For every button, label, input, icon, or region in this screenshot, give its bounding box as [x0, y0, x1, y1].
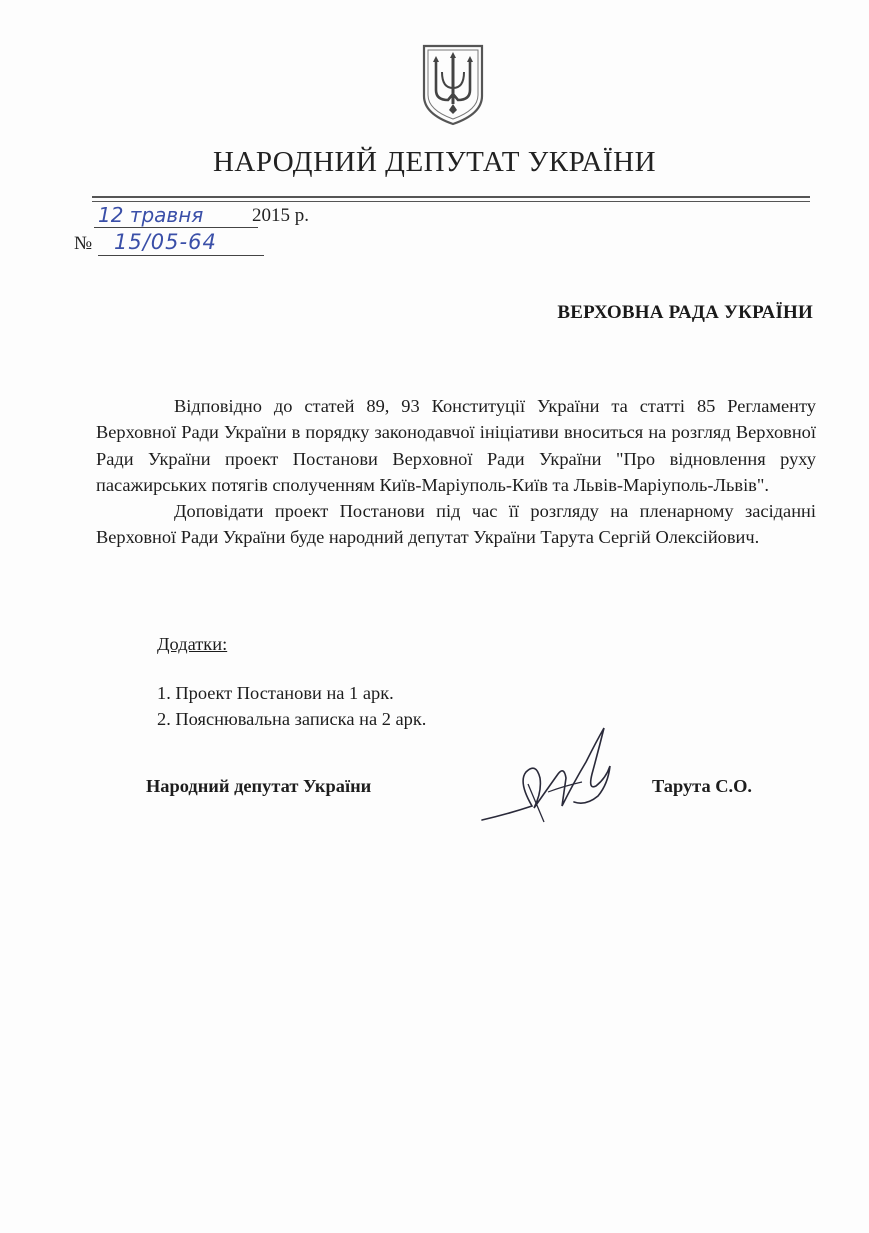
attachment-item: 1. Проект Постанови на 1 арк. [157, 683, 394, 703]
body-paragraph-2: Доповідати проект Постанови під час її розгляду на пленарному засіданні Верховної Ради України буде народний депутат України Тарута Сергій Олексійович. [96, 501, 816, 548]
date-year: 2015 р. [252, 205, 309, 226]
signer-name: Тарута С.О. [652, 776, 753, 796]
registration-date [94, 203, 354, 229]
attachments-title: Додатки: [157, 634, 228, 654]
trident-emblem-icon [418, 42, 488, 126]
handwritten-signature [478, 722, 628, 832]
registration-number [74, 230, 274, 259]
date-handwritten: 12 травня [94, 203, 258, 228]
addressee: ВЕРХОВНА РАДА УКРАЇНИ [557, 302, 813, 323]
attachment-item: 2. Пояснювальна записка на 2 арк. [157, 709, 427, 729]
number-sign: № [74, 233, 93, 254]
header-divider [92, 196, 810, 198]
signer-role: Народний депутат України [146, 776, 372, 796]
number-handwritten: 15/05-64 [98, 229, 264, 256]
header-divider-thin [92, 201, 810, 202]
body-paragraph-1: Відповідно до статей 89, 93 Конституції України та статті 85 Регламенту Верховної Ради України в порядку законодавчої ініціативи вноситься на розгляд Верховної Ради України проект Постанови Верховної Ради України "Про відновлення руху пасажирських потягів сполученням Київ-Маріуполь-Київ та Львів-Маріуполь-Львів". [96, 396, 816, 495]
page-title: НАРОДНИЙ ДЕПУТАТ УКРАЇНИ [212, 146, 657, 178]
letter-body [96, 393, 816, 551]
attachments-list [157, 680, 426, 732]
